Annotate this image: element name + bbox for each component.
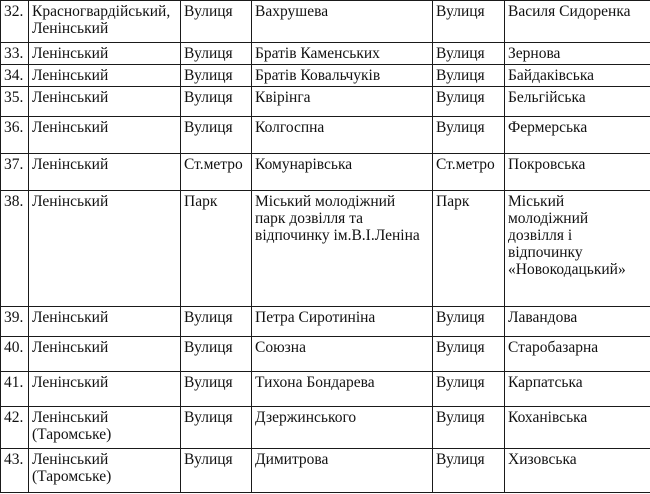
old-type-cell: Вулиця bbox=[181, 87, 252, 117]
new-name-cell: Міський молодіжний дозвілля і відпочинку «Новокодацький» bbox=[505, 191, 650, 307]
new-name-cell: Покровська bbox=[505, 154, 650, 191]
old-type-cell: Вулиця bbox=[181, 1, 252, 43]
district-cell: Ленінський bbox=[29, 117, 181, 154]
table-row bbox=[1, 191, 650, 307]
old-name-cell: Тихона Бондарева bbox=[252, 372, 433, 407]
new-name-cell: Хизовська bbox=[505, 449, 650, 493]
new-type-cell: Вулиця bbox=[433, 65, 505, 87]
new-type-cell: Вулиця bbox=[433, 307, 505, 337]
district-cell: Ленінський bbox=[29, 154, 181, 191]
new-type-cell: Вулиця bbox=[433, 407, 505, 449]
district-cell: Ленінський (Таромське) bbox=[29, 449, 181, 493]
district-cell: Ленінський bbox=[29, 43, 181, 65]
table-row bbox=[1, 307, 650, 337]
row-number: 39. bbox=[1, 307, 29, 337]
district-cell: Ленінський bbox=[29, 337, 181, 372]
table-row bbox=[1, 1, 650, 43]
new-name-cell: Лавандова bbox=[505, 307, 650, 337]
row-number: 43. bbox=[1, 449, 29, 493]
row-number: 38. bbox=[1, 191, 29, 307]
district-cell: Ленінський bbox=[29, 191, 181, 307]
old-name-cell: Димитрова bbox=[252, 449, 433, 493]
new-name-cell: Коханівська bbox=[505, 407, 650, 449]
old-name-cell: Міський молодіжний парк дозвілля та відпочинку ім.В.І.Леніна bbox=[252, 191, 433, 307]
new-name-cell: Байдаківська bbox=[505, 65, 650, 87]
new-name-cell: Бельгійська bbox=[505, 87, 650, 117]
row-number: 32. bbox=[1, 1, 29, 43]
old-name-cell: Союзна bbox=[252, 337, 433, 372]
old-type-cell: Вулиця bbox=[181, 117, 252, 154]
row-number: 33. bbox=[1, 43, 29, 65]
district-cell: Ленінський bbox=[29, 372, 181, 407]
table-row bbox=[1, 407, 650, 449]
district-cell: Ленінський (Таромське) bbox=[29, 407, 181, 449]
old-type-cell: Парк bbox=[181, 191, 252, 307]
table-row bbox=[1, 43, 650, 65]
old-name-cell: Братів Ковальчуків bbox=[252, 65, 433, 87]
district-cell: Красногвардійський, Ленінський bbox=[29, 1, 181, 43]
new-type-cell: Вулиця bbox=[433, 117, 505, 154]
old-name-cell: Дзержинського bbox=[252, 407, 433, 449]
new-name-cell: Старобазарна bbox=[505, 337, 650, 372]
old-type-cell: Ст.метро bbox=[181, 154, 252, 191]
old-type-cell: Вулиця bbox=[181, 407, 252, 449]
new-name-cell: Карпатська bbox=[505, 372, 650, 407]
table-row bbox=[1, 154, 650, 191]
district-cell: Ленінський bbox=[29, 87, 181, 117]
old-name-cell: Колгоспна bbox=[252, 117, 433, 154]
table-row bbox=[1, 449, 650, 493]
row-number: 36. bbox=[1, 117, 29, 154]
old-name-cell: Вахрушева bbox=[252, 1, 433, 43]
new-type-cell: Ст.метро bbox=[433, 154, 505, 191]
row-number: 34. bbox=[1, 65, 29, 87]
new-name-cell: Василя Сидоренка bbox=[505, 1, 650, 43]
row-number: 37. bbox=[1, 154, 29, 191]
district-cell: Ленінський bbox=[29, 307, 181, 337]
table-row bbox=[1, 117, 650, 154]
row-number: 41. bbox=[1, 372, 29, 407]
new-type-cell: Вулиця bbox=[433, 43, 505, 65]
row-number: 42. bbox=[1, 407, 29, 449]
new-type-cell: Парк bbox=[433, 191, 505, 307]
table-row bbox=[1, 372, 650, 407]
new-name-cell: Фермерська bbox=[505, 117, 650, 154]
old-name-cell: Петра Сиротиніна bbox=[252, 307, 433, 337]
new-type-cell: Вулиця bbox=[433, 1, 505, 43]
table-row bbox=[1, 337, 650, 372]
row-number: 35. bbox=[1, 87, 29, 117]
table-row bbox=[1, 87, 650, 117]
old-type-cell: Вулиця bbox=[181, 65, 252, 87]
old-type-cell: Вулиця bbox=[181, 372, 252, 407]
old-name-cell: Братів Каменських bbox=[252, 43, 433, 65]
new-type-cell: Вулиця bbox=[433, 449, 505, 493]
new-type-cell: Вулиця bbox=[433, 87, 505, 117]
old-name-cell: Квірінга bbox=[252, 87, 433, 117]
new-type-cell: Вулиця bbox=[433, 337, 505, 372]
new-name-cell: Зернова bbox=[505, 43, 650, 65]
row-number: 40. bbox=[1, 337, 29, 372]
district-cell: Ленінський bbox=[29, 65, 181, 87]
old-name-cell: Комунарівська bbox=[252, 154, 433, 191]
new-type-cell: Вулиця bbox=[433, 372, 505, 407]
old-type-cell: Вулиця bbox=[181, 337, 252, 372]
table-row bbox=[1, 65, 650, 87]
old-type-cell: Вулиця bbox=[181, 43, 252, 65]
old-type-cell: Вулиця bbox=[181, 449, 252, 493]
old-type-cell: Вулиця bbox=[181, 307, 252, 337]
